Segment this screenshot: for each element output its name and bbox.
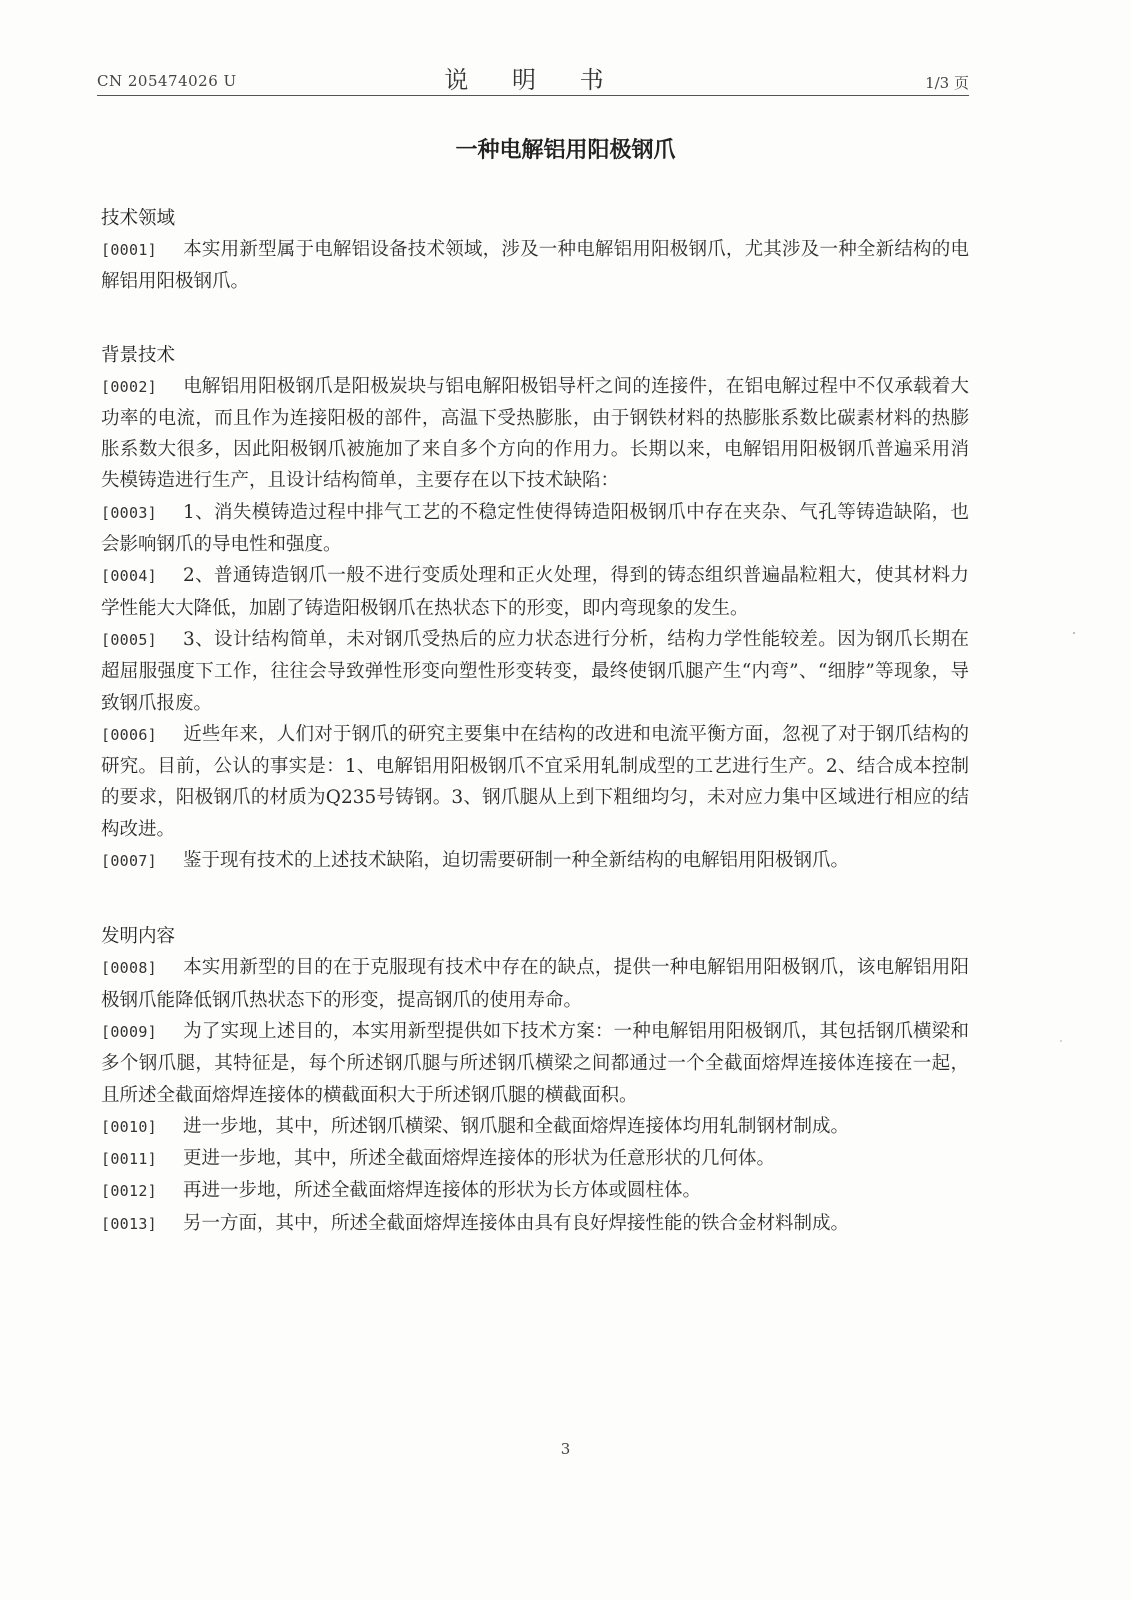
paragraph-number: [0001] <box>101 241 157 259</box>
paragraph-number: [0013] <box>101 1214 157 1233</box>
paragraph <box>101 560 969 624</box>
paragraph-text: 本实用新型属于电解铝设备技术领域，涉及一种电解铝用阳极钢爪，尤其涉及一种全新结构的电解铝用阳极钢爪。 <box>101 239 969 293</box>
patent-number: CN 205474026 U <box>97 72 237 90</box>
paragraph-text: 近些年来，人们对于钢爪的研究主要集中在结构的改进和电流平衡方面，忽视了对于钢爪结构的研究。目前，公认的事实是：1、电解铝用阳极钢爪不宜采用轧制成型的工艺进行生产。2、结合成本控制的要求，阳极钢爪的材质为Q235号铸钢。3、钢爪腿从上到下粗细均匀，未对应力集中区域进行相应的结构改进。 <box>101 723 969 840</box>
paragraph-number: [0009] <box>101 1022 157 1041</box>
paragraph <box>101 1143 969 1175</box>
paragraph-text: 1、消失模铸造过程中排气工艺的不稳定性使得铸造阳极钢爪中存在夹杂、气孔等铸造缺陷，也会影响钢爪的导电性和强度。 <box>101 501 969 556</box>
paragraph-number: [0011] <box>101 1150 157 1169</box>
paragraph-text: 再进一步地，所述全截面熔焊连接体的形状为长方体或圆柱体。 <box>183 1180 702 1202</box>
paragraph-number: [0004] <box>101 567 157 586</box>
paragraph <box>101 624 969 719</box>
paragraph <box>101 1175 969 1207</box>
scan-speck <box>1073 632 1075 634</box>
paragraph-text: 电解铝用阳极钢爪是阳极炭块与铝电解阳极铝导杆之间的连接件，在铝电解过程中不仅承载着大功率的电流，而且作为连接阳极的部件，高温下受热膨胀，由于钢铁材料的热膨胀系数比碳素材料的热膨胀系数大很多，因此阳极钢爪被施加了来自多个方向的作用力。长期以来，电解铝用阳极钢爪普遍采用消失模铸造进行生产，且设计结构简单，主要存在以下技术缺陷： <box>101 375 969 492</box>
document-title: 一种电解铝用阳极钢爪 <box>455 138 676 163</box>
paragraph-number: [0002] <box>101 377 157 396</box>
paragraph-number: [0007] <box>101 852 157 871</box>
paragraph <box>101 497 969 561</box>
page-indicator: 1/3 页 <box>925 74 969 92</box>
paragraph-number: [0005] <box>101 630 157 649</box>
page-number: 3 <box>560 1440 571 1458</box>
paragraph-number: [0012] <box>101 1182 157 1201</box>
paragraph <box>101 719 969 845</box>
paragraph <box>101 952 969 1016</box>
scan-speck <box>1060 1040 1062 1042</box>
paragraph <box>101 1111 969 1143</box>
paragraph-text: 另一方面，其中，所述全截面熔焊连接体由具有良好焊接性能的铁合金材料制成。 <box>183 1212 850 1234</box>
paragraph <box>101 234 969 298</box>
paragraph <box>101 845 969 877</box>
paragraph-number: [0010] <box>101 1117 157 1136</box>
paragraph-text: 更进一步地，其中，所述全截面熔焊连接体的形状为任意形状的几何体。 <box>183 1148 776 1170</box>
paragraph-text: 本实用新型的目的在于克服现有技术中存在的缺点，提供一种电解铝用阳极钢爪，该电解铝用阳极钢爪能降低钢爪热状态下的形变，提高钢爪的使用寿命。 <box>101 957 969 1011</box>
paragraph-text: 进一步地，其中，所述钢爪横梁、钢爪腿和全截面熔焊连接体均用轧制钢材制成。 <box>183 1115 850 1137</box>
paragraph-text: 3、设计结构简单，未对钢爪受热后的应力状态进行分析，结构力学性能较差。因为钢爪长期在超屈服强度下工作，往往会导致弹性形变向塑性形变转变，最终使钢爪腿产生“内弯”、“细脖”等现象，导致钢爪报废。 <box>101 628 969 714</box>
page-header <box>97 58 969 98</box>
paragraph-text: 为了实现上述目的，本实用新型提供如下技术方案：一种电解铝用阳极钢爪，其包括钢爪横梁和多个钢爪腿，其特征是，每个所述钢爪腿与所述钢爪横梁之间都通过一个全截面熔焊连接体连接在一起，且所述全截面熔焊连接体的横截面积大于所述钢爪腿的横截面积。 <box>101 1020 969 1106</box>
paragraph-number: [0003] <box>101 503 157 522</box>
paragraph-number: [0006] <box>101 725 157 744</box>
paragraph-number: [0008] <box>101 959 157 978</box>
section-heading-technical-field: 技术领域 <box>101 208 176 229</box>
paragraph <box>101 1208 969 1240</box>
section-heading-background: 背景技术 <box>101 344 176 366</box>
paragraph <box>101 371 969 497</box>
paragraph <box>101 1016 969 1111</box>
paragraph-text: 鉴于现有技术的上述技术缺陷，迫切需要研制一种全新结构的电解铝用阳极钢爪。 <box>183 850 850 872</box>
header-rule <box>97 95 969 96</box>
section-heading-invention: 发明内容 <box>101 926 176 948</box>
paragraph-text: 2、普通铸造钢爪一般不进行变质处理和正火处理，得到的铸态组织普遍晶粒粗大，使其材料力学性能大大降低，加剧了铸造阳极钢爪在热状态下的形变，即内弯现象的发生。 <box>101 565 969 619</box>
header-title: 说 明 书 <box>444 66 622 94</box>
document-body <box>101 204 969 1240</box>
